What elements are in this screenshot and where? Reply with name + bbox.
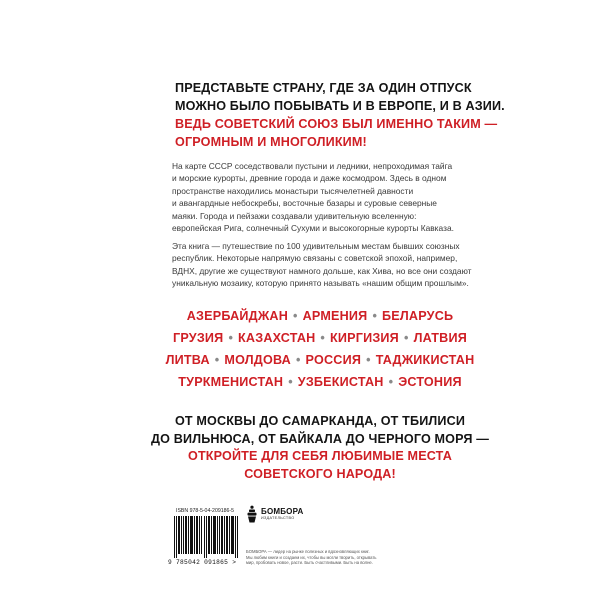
publisher-subtitle: ИЗДАТЕЛЬСТВО <box>261 516 295 520</box>
bullet-separator: • <box>388 375 394 389</box>
country-row <box>150 327 490 349</box>
country-list <box>150 305 490 393</box>
country-name: ГРУЗИЯ <box>173 331 224 345</box>
bullet-separator: • <box>403 331 409 345</box>
country-name: БЕЛАРУСЬ <box>382 309 454 323</box>
country-row <box>150 349 490 371</box>
country-name: ЛИТВА <box>165 353 210 367</box>
bullet-separator: • <box>288 375 293 389</box>
barcode-icon <box>174 516 240 558</box>
country-name: АЗЕРБАЙДЖАН <box>186 309 288 323</box>
paragraph-line: Эта книга — путешествие по 100 удивительным местам бывших союзных <box>172 241 460 251</box>
publisher-note <box>246 549 446 566</box>
slogan-line: ОТ МОСКВЫ ДО САМАРКАНДА, ОТ ТБИЛИСИ <box>174 414 466 428</box>
paragraph-line: На карте СССР соседствовали пустыни и ледники, непроходимая тайга <box>172 161 453 171</box>
publisher-name: БОМБОРА <box>261 507 304 516</box>
note-line: БОМБОРА — лидер на рынке полезных и вдохновляющих книг. <box>246 549 370 554</box>
bullet-separator: • <box>372 309 378 323</box>
bullet-separator: • <box>228 331 234 345</box>
isbn-number: ISBN 978-5-04-209186-5 <box>176 508 234 514</box>
country-name: ТУРКМЕНИСТАН <box>178 375 284 389</box>
bullet-separator: • <box>295 353 301 367</box>
closing-slogan <box>150 413 490 483</box>
bullet-separator: • <box>214 353 220 367</box>
slogan-line-accent: ОТКРОЙТЕ ДЛЯ СЕБЯ ЛЮБИМЫЕ МЕСТА <box>188 449 452 463</box>
slogan-line-accent: СОВЕТСКОГО НАРОДА! <box>244 466 396 481</box>
isbn-barcode <box>168 508 242 570</box>
country-name: РОССИЯ <box>305 353 362 367</box>
paragraph-line: пространстве находились монастыри тысячелетней давности <box>172 185 414 196</box>
paragraph-line: республик. Некоторые напрямую связаны с советской эпохой, например, <box>172 253 458 264</box>
publisher-logo <box>246 505 316 523</box>
paragraph-line: ВДНХ, другие же существуют намного дольше, как Хива, но все они создают <box>172 265 472 276</box>
slogan-line: ДО ВИЛЬНЮСА, ОТ БАЙКАЛА ДО ЧЕРНОГО МОРЯ — <box>151 431 489 446</box>
country-name: АРМЕНИЯ <box>302 309 368 323</box>
country-name: КИРГИЗИЯ <box>330 331 399 345</box>
paragraph-line: и авангардные небоскребы, восточные базары и суровые северные <box>172 198 437 209</box>
country-name: ЛАТВИЯ <box>413 331 467 345</box>
country-name: УЗБЕКИСТАН <box>297 375 384 389</box>
paragraph-line: и морские курорты, древние города и даже космодром. Здесь в одном <box>172 173 447 184</box>
description-paragraph-1 <box>172 160 462 234</box>
headline <box>175 79 505 151</box>
headline-line-accent: ВЕДЬ СОВЕТСКИЙ СОЮЗ БЫЛ ИМЕННО ТАКИМ — <box>175 117 498 131</box>
headline-line: ПРЕДСТАВЬТЕ СТРАНУ, ГДЕ ЗА ОДИН ОТПУСК <box>175 81 472 95</box>
country-name: ТАДЖИКИСТАН <box>375 353 475 367</box>
headline-line-accent: ОГРОМНЫМ И МНОГОЛИКИМ! <box>175 135 367 149</box>
bombora-logo-icon <box>246 505 258 523</box>
bullet-separator: • <box>320 331 326 345</box>
note-line: мир, пробовать новое, расти. Быть счастливыми. Быть на волне. <box>246 560 373 566</box>
bullet-separator: • <box>293 309 298 323</box>
paragraph-line: европейская Рига, солнечный Сухуми и высокогорные курорты Кавказа. <box>172 223 454 234</box>
headline-line: МОЖНО БЫЛО ПОБЫВАТЬ И В ЕВРОПЕ, И В АЗИИ. <box>175 99 505 113</box>
note-line: Мы любим книги и создаем их, чтобы вы могли творить, открывать <box>246 554 377 560</box>
paragraph-line: уникальную мозаику, которую принято называть «нашим общим прошлым». <box>172 278 469 289</box>
country-name: ЭСТОНИЯ <box>398 375 462 389</box>
barcode-digits: 9 785042 091865 > <box>168 559 237 566</box>
country-row <box>150 371 490 393</box>
paragraph-line: маяки. Города и пейзажи создавали удивительную вселенную: <box>172 210 417 221</box>
country-name: МОЛДОВА <box>224 353 291 367</box>
country-row <box>150 305 490 327</box>
bullet-separator: • <box>366 353 371 367</box>
description-paragraph-2 <box>172 240 472 290</box>
country-name: КАЗАХСТАН <box>238 331 316 345</box>
